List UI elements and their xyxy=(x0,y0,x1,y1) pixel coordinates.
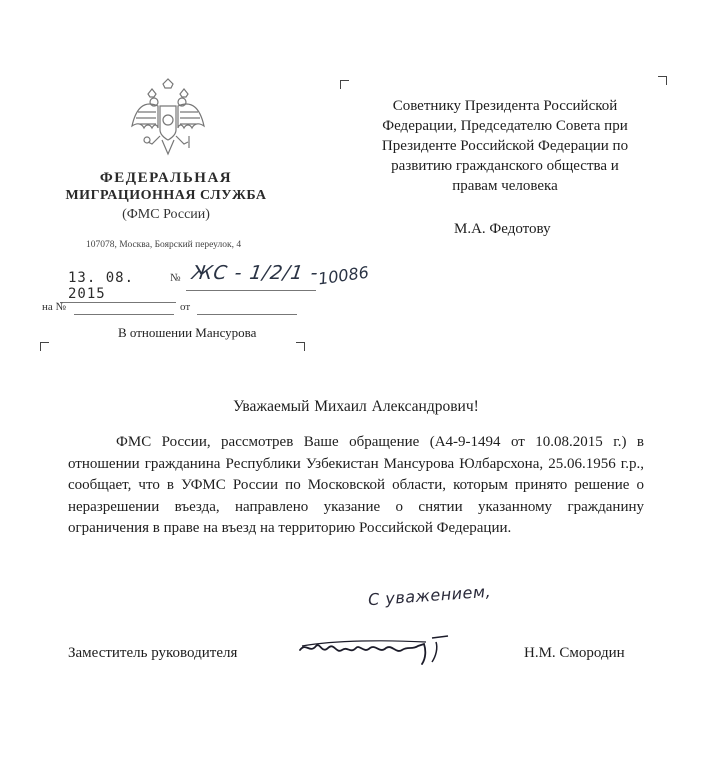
corner-mark xyxy=(296,342,305,351)
subject-line: В отношении Мансурова xyxy=(118,325,257,340)
registration-number: ЖС - 1/2/1 - xyxy=(190,262,321,284)
recipient-line: правам человека xyxy=(452,178,558,194)
corner-mark xyxy=(40,342,49,351)
corner-mark xyxy=(658,76,667,85)
signer-position: Заместитель руководителя xyxy=(68,645,238,661)
salutation: Уважаемый Михаил Александрович! xyxy=(233,398,479,415)
handwritten-signature-icon xyxy=(296,628,476,668)
agency-short-name: (ФМС России) xyxy=(122,207,210,222)
registration-number-label: № xyxy=(170,272,181,284)
registration-number-extra: 10086 xyxy=(316,262,370,289)
recipient-line: Президенте Российской Федерации по xyxy=(381,138,629,154)
recipient-name: М.А. Федотову xyxy=(454,221,551,237)
recipient-line: Федерации, Председателю Совета при xyxy=(382,118,628,134)
reference-number-line xyxy=(74,314,174,315)
agency-name-line1: ФЕДЕРАЛЬНАЯ xyxy=(99,170,233,186)
letter-body: ФМС России, рассмотрев Ваше обращение (А4-9-1494 от 10.08.2015 г.) в отношении гражданина Республики Узбекистан Мансурова Юлбарсхона, 25.06.1956 г.р., сообщает, что в УФМС России по Московской области, которым принято решение о неразрешении въезда, направлено указание о снятии указанному гражданину ограничения в праве на въезд на территорию Российской Федерации. xyxy=(68,434,644,536)
agency-address: 107078, Москва, Боярский переулок, 4 xyxy=(86,240,242,250)
recipient-block xyxy=(340,96,670,196)
recipient-line: развитию гражданского общества и xyxy=(391,158,619,174)
double-headed-eagle-icon xyxy=(130,78,206,160)
reference-from-label: от xyxy=(180,301,191,313)
corner-mark xyxy=(340,80,349,89)
registration-number-line xyxy=(186,290,316,291)
recipient-line: Советнику Президента Российской xyxy=(392,98,618,114)
agency-name-line2: МИГРАЦИОННАЯ СЛУЖБА xyxy=(65,188,267,203)
reference-date-line xyxy=(197,314,297,315)
reference-label: на № xyxy=(42,301,67,313)
signer-name: Н.М. Смородин xyxy=(524,645,625,661)
registration-date: 13. 08. 2015 xyxy=(60,270,176,303)
handwritten-closing: С уважением, xyxy=(367,581,492,610)
